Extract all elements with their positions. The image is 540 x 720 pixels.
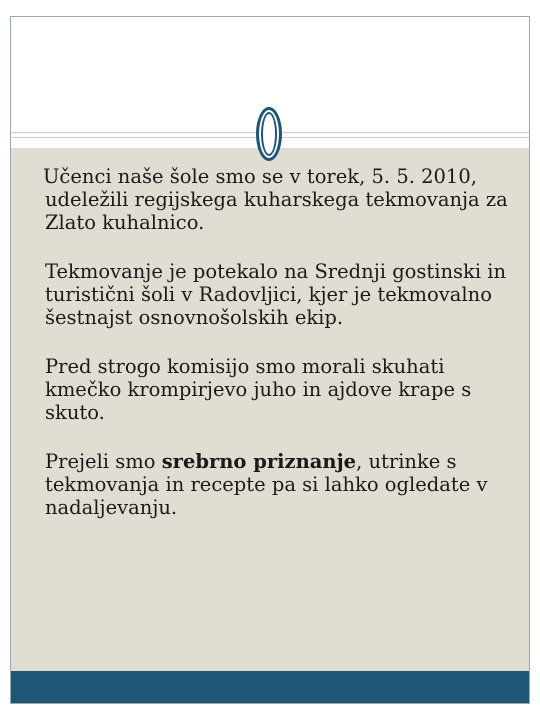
award-highlight: srebrno priznanje [161, 450, 357, 473]
paragraph-4 [45, 450, 515, 519]
paragraph-3: Pred strogo komisijo smo morali skuhati kmečko krompirjevo juho in ajdove krape s skuto. [45, 355, 472, 424]
paragraph-4-start: Prejeli smo [45, 450, 162, 473]
paragraph-4-end: , utrinke s tekmovanja in recepte pa si lahko ogledate v nadaljevanju. [45, 450, 488, 519]
slide [10, 16, 530, 704]
body-text [45, 165, 515, 545]
paragraph-1: Učenci naše šole smo se v torek, 5. 5. 2010, udeležili regijskega kuharskega tekmovanja za Zlato kuhalnico. [43, 165, 508, 234]
paragraph-2: Tekmovanje je potekalo na Srednji gostinski in turistični šoli v Radovljici, kjer je tekmovalno šestnajst osnovnošolskih ekip. [45, 260, 507, 329]
ring-ornament-icon [256, 107, 282, 161]
footer-bar [11, 671, 529, 703]
